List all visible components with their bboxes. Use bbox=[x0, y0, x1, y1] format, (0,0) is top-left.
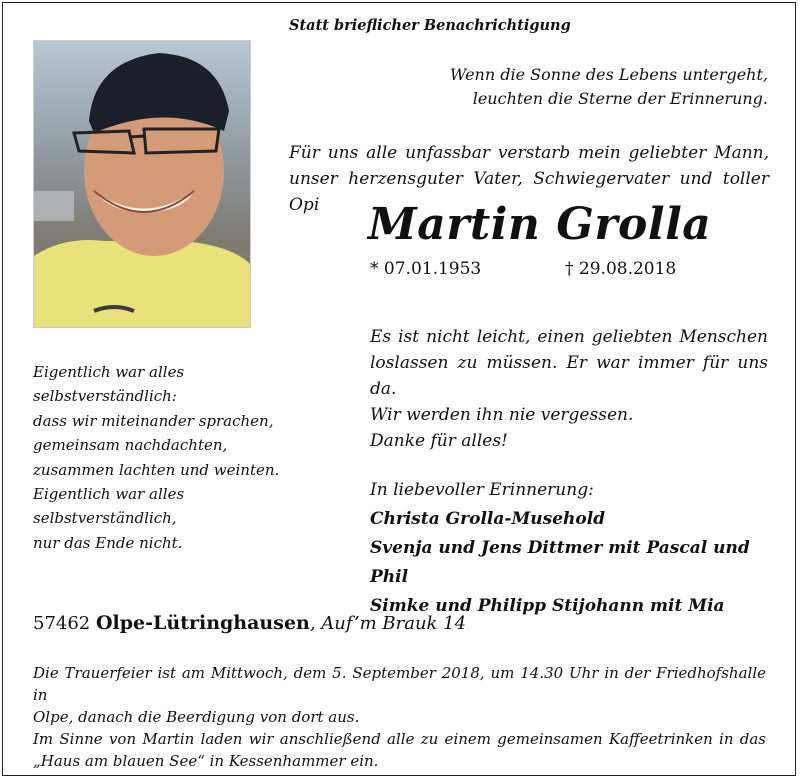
funeral-info bbox=[33, 662, 766, 772]
portrait-photo bbox=[33, 40, 251, 328]
poem-line: gemeinsam nachdachten, bbox=[33, 436, 228, 455]
poem-line: Eigentlich war alles bbox=[33, 485, 185, 504]
mourner-name: Simke und Philipp Stijohann mit Mia bbox=[370, 596, 725, 616]
address bbox=[33, 612, 466, 634]
opening-quote bbox=[450, 63, 768, 111]
mourners-intro: In liebevoller Erinnerung: bbox=[370, 480, 594, 500]
personal-message bbox=[370, 324, 768, 454]
address-city: Olpe-Lütringhausen bbox=[96, 612, 310, 634]
message-line: Danke für alles! bbox=[370, 431, 508, 451]
message-line: loslassen zu müssen. Er war immer für uns da. bbox=[370, 353, 768, 399]
mourner-name: Svenja und Jens Dittmer mit Pascal und Phil bbox=[370, 538, 750, 587]
poem-line: selbstverständlich: bbox=[33, 387, 177, 406]
intro-line: Für uns alle unfassbar verstarb mein geliebter Mann, bbox=[289, 143, 769, 163]
deceased-name: Martin Grolla bbox=[368, 199, 712, 250]
birth-date: * 07.01.1953 bbox=[370, 259, 482, 279]
funeral-line: „Haus am blauen See“ in Kessenhammer ein. bbox=[33, 752, 379, 770]
funeral-line: Olpe, danach die Beerdigung von dort aus. bbox=[33, 708, 360, 726]
poem-line: selbstverständlich, bbox=[33, 509, 177, 528]
mourner-name: Christa Grolla-Musehold bbox=[370, 509, 606, 529]
death-date: † 29.08.2018 bbox=[565, 259, 677, 279]
address-zip: 57462 bbox=[33, 613, 91, 634]
poem-line: zusammen lachten und weinten. bbox=[33, 460, 280, 479]
mourners-names bbox=[370, 505, 790, 621]
header-notice: Statt brieflicher Benachrichtigung bbox=[289, 17, 571, 34]
poem-line: Eigentlich war alles bbox=[33, 363, 185, 381]
poem bbox=[33, 360, 293, 555]
poem-line: nur das Ende nicht. bbox=[33, 533, 183, 552]
quote-line: leuchten die Sterne der Erinnerung. bbox=[472, 89, 768, 108]
address-street: , Auf’m Brauk 14 bbox=[309, 613, 467, 634]
funeral-line: Die Trauerfeier ist am Mittwoch, dem 5. September 2018, um 14.30 Uhr in der Friedhofshalle in bbox=[33, 664, 766, 704]
mourners-block bbox=[370, 476, 790, 621]
message-line: Wir werden ihn nie vergessen. bbox=[370, 405, 634, 425]
quote-line: Wenn die Sonne des Lebens untergeht, bbox=[449, 65, 768, 84]
message-line: Es ist nicht leicht, einen geliebten Menschen bbox=[370, 327, 768, 347]
funeral-line: Im Sinne von Martin laden wir anschließend alle zu einem gemeinsamen Kaffeetrinken in das bbox=[33, 730, 766, 748]
intro-line: unser herzensguter Vater, Schwiegervater und toller Opi bbox=[289, 169, 769, 215]
poem-line: dass wir miteinander sprachen, bbox=[33, 411, 274, 430]
